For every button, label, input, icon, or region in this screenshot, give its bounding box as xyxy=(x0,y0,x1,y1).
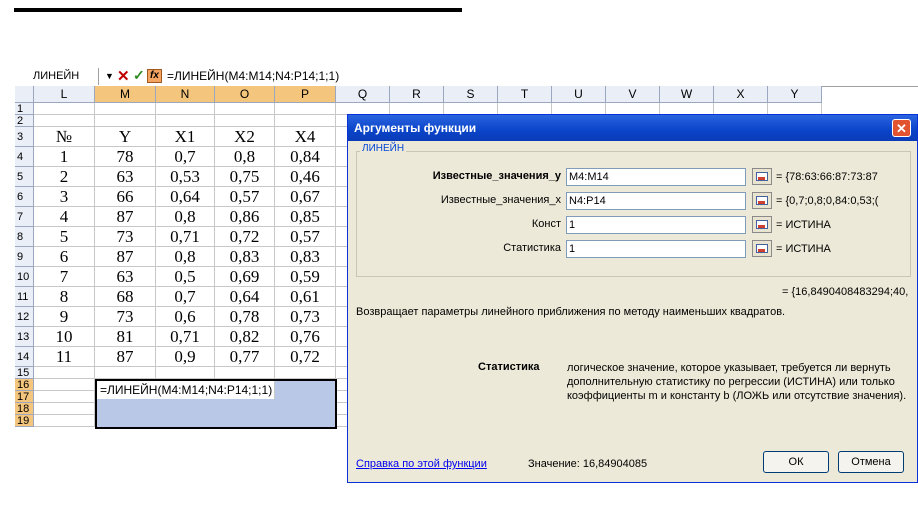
cell[interactable] xyxy=(156,367,215,379)
known-x-result: = {0,7;0,8;0,84:0,53;( xyxy=(776,195,879,207)
stats-result: = ИСТИНА xyxy=(776,243,831,255)
column-header[interactable]: Y xyxy=(768,86,822,103)
table-cell[interactable]: 0,64 xyxy=(156,187,215,207)
row-header[interactable]: 11 xyxy=(15,287,34,307)
row-header[interactable]: 3 xyxy=(15,127,34,147)
table-cell[interactable]: 0,57 xyxy=(215,187,275,207)
collapse-dialog-icon xyxy=(756,172,768,181)
collapse-dialog-button-known-x[interactable] xyxy=(752,192,772,209)
table-cell[interactable]: 0,46 xyxy=(275,167,336,187)
table-cell[interactable]: 0,8 xyxy=(156,247,215,267)
table-cell[interactable]: 6 xyxy=(34,247,95,267)
table-cell[interactable]: 0,5 xyxy=(156,267,215,287)
table-cell[interactable]: 7 xyxy=(34,267,95,287)
table-cell[interactable]: 87 xyxy=(95,247,156,267)
formula-text[interactable]: =ЛИНЕЙН(M4:M14;N4:P14;1;1) xyxy=(167,69,340,83)
row-header[interactable]: 7 xyxy=(15,207,34,227)
table-cell[interactable]: 78 xyxy=(95,147,156,167)
cell[interactable] xyxy=(34,391,95,403)
table-cell[interactable]: 0,83 xyxy=(215,247,275,267)
table-cell[interactable]: 0,85 xyxy=(275,207,336,227)
table-cell[interactable]: 0,71 xyxy=(156,227,215,247)
collapse-dialog-button-known-y[interactable] xyxy=(752,168,772,185)
row-header[interactable]: 10 xyxy=(15,267,34,287)
row-header[interactable]: 12 xyxy=(15,307,34,327)
row-header[interactable]: 13 xyxy=(15,327,34,347)
table-cell[interactable]: 0,64 xyxy=(215,287,275,307)
table-cell[interactable]: 4 xyxy=(34,207,95,227)
table-cell[interactable]: 73 xyxy=(95,227,156,247)
table-cell[interactable]: 0,76 xyxy=(275,327,336,347)
column-header[interactable]: N xyxy=(156,86,215,103)
table-cell[interactable]: 0,57 xyxy=(275,227,336,247)
cell[interactable] xyxy=(95,367,156,379)
column-header[interactable]: R xyxy=(390,86,444,103)
cell[interactable] xyxy=(34,415,95,427)
table-cell[interactable]: 0,78 xyxy=(215,307,275,327)
cell[interactable] xyxy=(215,367,275,379)
known-y-input[interactable]: M4:M14 xyxy=(566,168,746,186)
row-header[interactable]: 16 xyxy=(15,379,34,391)
cell[interactable] xyxy=(95,115,156,127)
function-description: Возвращает параметры линейного приближения по методу наименьших квадратов. xyxy=(356,306,786,318)
cell[interactable] xyxy=(275,103,336,115)
arg-help-name: Статистика xyxy=(478,361,540,373)
table-cell[interactable]: 0,8 xyxy=(156,207,215,227)
table-cell[interactable]: 0,61 xyxy=(275,287,336,307)
known-y-result: = {78:63:66:87:73:87 xyxy=(776,171,878,183)
arg-label-stats: Статистика xyxy=(503,242,561,254)
row-header[interactable]: 8 xyxy=(15,227,34,247)
table-cell[interactable]: 0,71 xyxy=(156,327,215,347)
active-cell-formula[interactable]: =ЛИНЕЙН(M4:M14;N4:P14;1;1) xyxy=(97,381,275,399)
cell[interactable] xyxy=(156,115,215,127)
arg-label-known-x: Известные_значения_x xyxy=(440,194,561,206)
table-cell[interactable]: 0,59 xyxy=(275,267,336,287)
table-cell[interactable]: 5 xyxy=(34,227,95,247)
cell[interactable] xyxy=(275,367,336,379)
column-header[interactable]: W xyxy=(660,86,714,103)
table-cell[interactable]: 87 xyxy=(95,207,156,227)
table-cell[interactable]: 0,77 xyxy=(215,347,275,367)
formula-value: Значение: 16,84904085 xyxy=(528,458,648,470)
row-header[interactable]: 17 xyxy=(15,391,34,403)
table-cell[interactable]: 0,83 xyxy=(275,247,336,267)
table-cell[interactable]: 0,72 xyxy=(275,347,336,367)
table-cell[interactable]: 0,84 xyxy=(275,147,336,167)
known-x-input[interactable]: N4:P14 xyxy=(566,192,746,210)
cancel-button[interactable]: Отмена xyxy=(838,451,904,473)
arg-help-text: логическое значение, которое указывает, требуется ли вернуть дополнительную статистику по регрессии (ИСТИНА) или только коэффициенты m и константу b (ЛОЖЬ или отсутствие значения). xyxy=(567,362,907,402)
table-cell[interactable]: 0,53 xyxy=(156,167,215,187)
table-cell[interactable]: 9 xyxy=(34,307,95,327)
column-header[interactable]: V xyxy=(606,86,660,103)
table-cell[interactable]: 73 xyxy=(95,307,156,327)
table-cell[interactable]: 0,86 xyxy=(215,207,275,227)
formula-result: = {16,8490408483294;40, xyxy=(782,286,909,298)
table-cell[interactable]: 0,75 xyxy=(215,167,275,187)
collapse-dialog-icon xyxy=(756,244,768,253)
cell[interactable] xyxy=(156,103,215,115)
column-header[interactable]: T xyxy=(498,86,552,103)
name-box[interactable]: ЛИНЕЙН xyxy=(15,68,99,85)
select-all-corner[interactable] xyxy=(15,86,34,103)
table-cell[interactable]: 0,72 xyxy=(215,227,275,247)
const-result: = ИСТИНА xyxy=(776,219,831,231)
row-header[interactable]: 15 xyxy=(15,367,34,379)
table-cell[interactable]: 0,6 xyxy=(156,307,215,327)
row-header[interactable]: 14 xyxy=(15,347,34,367)
column-header[interactable]: U xyxy=(552,86,606,103)
row-header[interactable]: 1 xyxy=(15,103,34,115)
column-header[interactable]: P xyxy=(275,86,336,103)
function-arguments-dialog xyxy=(347,114,918,483)
cell[interactable] xyxy=(34,103,95,115)
dialog-title[interactable]: Аргументы функции xyxy=(348,115,917,141)
cell[interactable] xyxy=(215,103,275,115)
table-cell[interactable]: 66 xyxy=(95,187,156,207)
enter-formula-icon[interactable]: ✓ xyxy=(133,68,145,83)
table-cell[interactable]: 0,7 xyxy=(156,287,215,307)
help-link[interactable]: Справка по этой функции xyxy=(356,458,487,470)
column-header[interactable]: L xyxy=(34,86,95,103)
cell[interactable] xyxy=(34,379,95,391)
cell[interactable] xyxy=(34,403,95,415)
table-cell[interactable]: 0,8 xyxy=(215,147,275,167)
table-cell[interactable]: 63 xyxy=(95,267,156,287)
column-header[interactable]: M xyxy=(95,86,156,103)
table-cell[interactable]: 1 xyxy=(34,147,95,167)
table-cell[interactable]: 0,67 xyxy=(275,187,336,207)
table-cell[interactable]: 0,9 xyxy=(156,347,215,367)
table-cell[interactable]: 0,82 xyxy=(215,327,275,347)
cell[interactable] xyxy=(95,103,156,115)
table-header-cell[interactable]: X1 xyxy=(156,127,215,147)
cell[interactable] xyxy=(275,115,336,127)
table-header-cell[interactable]: X4 xyxy=(275,127,336,147)
row-header[interactable]: 18 xyxy=(15,403,34,415)
table-cell[interactable]: 3 xyxy=(34,187,95,207)
arg-label-const: Конст xyxy=(531,218,561,230)
row-header[interactable]: 19 xyxy=(15,415,34,427)
insert-function-icon[interactable]: fx xyxy=(147,69,162,83)
row-header[interactable]: 9 xyxy=(15,247,34,267)
table-cell[interactable]: 68 xyxy=(95,287,156,307)
close-icon[interactable]: ✕ xyxy=(892,119,911,137)
table-cell[interactable]: 8 xyxy=(34,287,95,307)
table-cell[interactable]: 2 xyxy=(34,167,95,187)
cell[interactable] xyxy=(215,115,275,127)
formula-bar xyxy=(15,68,918,87)
row-header[interactable]: 6 xyxy=(15,187,34,207)
table-cell[interactable]: 0,69 xyxy=(215,267,275,287)
table-cell[interactable]: 0,73 xyxy=(275,307,336,327)
cell[interactable] xyxy=(34,115,95,127)
name-box-dropdown-icon[interactable]: ▼ xyxy=(105,71,114,81)
table-header-cell[interactable]: Y xyxy=(95,127,156,147)
page-top-rule xyxy=(14,8,462,12)
column-header[interactable]: X xyxy=(714,86,768,103)
table-cell[interactable]: 0,7 xyxy=(156,147,215,167)
collapse-dialog-button-const[interactable] xyxy=(752,216,772,233)
column-header[interactable]: O xyxy=(215,86,275,103)
row-header[interactable]: 2 xyxy=(15,115,34,127)
table-cell[interactable]: 11 xyxy=(34,347,95,367)
table-cell[interactable]: 63 xyxy=(95,167,156,187)
arg-label-known-y: Известные_значения_y xyxy=(432,170,561,182)
collapse-dialog-icon xyxy=(756,196,768,205)
cell[interactable] xyxy=(34,367,95,379)
table-header-cell[interactable]: X2 xyxy=(215,127,275,147)
stats-input[interactable]: 1 xyxy=(566,240,746,258)
row-header[interactable]: 4 xyxy=(15,147,34,167)
column-header[interactable]: Q xyxy=(336,86,390,103)
function-name-label: ЛИНЕЙН xyxy=(362,143,405,154)
table-cell[interactable]: 87 xyxy=(95,347,156,367)
cancel-formula-icon[interactable]: ✕ xyxy=(117,68,130,85)
column-header[interactable]: S xyxy=(444,86,498,103)
collapse-dialog-icon xyxy=(756,220,768,229)
collapse-dialog-button-stats[interactable] xyxy=(752,240,772,257)
table-cell[interactable]: 81 xyxy=(95,327,156,347)
const-input[interactable]: 1 xyxy=(566,216,746,234)
table-cell[interactable]: 10 xyxy=(34,327,95,347)
table-header-cell[interactable]: № xyxy=(34,127,95,147)
ok-button[interactable]: ОК xyxy=(763,451,829,473)
row-header[interactable]: 5 xyxy=(15,167,34,187)
